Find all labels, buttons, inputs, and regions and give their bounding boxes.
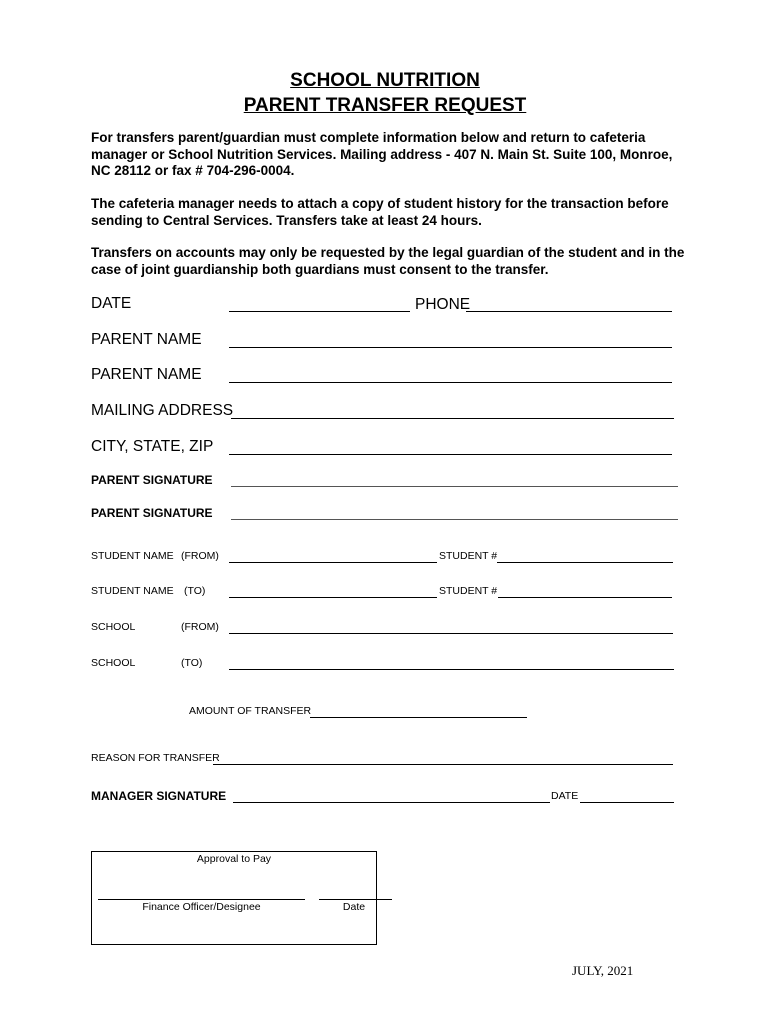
mailing-address-label: MAILING ADDRESS bbox=[91, 402, 234, 419]
manager-signature-line[interactable] bbox=[233, 802, 550, 803]
school-to-qualifier: (TO) bbox=[181, 657, 203, 669]
school-to-label: SCHOOL bbox=[91, 657, 136, 669]
student-name-to-line[interactable] bbox=[229, 597, 437, 598]
amount-of-transfer-line[interactable] bbox=[310, 717, 527, 718]
school-from-line[interactable] bbox=[229, 633, 673, 634]
student-name-from-label: STUDENT NAME bbox=[91, 550, 174, 562]
parent-name-line-2[interactable] bbox=[229, 382, 672, 383]
approval-date-line[interactable] bbox=[319, 899, 392, 900]
reason-for-transfer-label: REASON FOR TRANSFER bbox=[91, 752, 220, 764]
student-number-from-line[interactable] bbox=[497, 562, 673, 563]
student-number-to-line[interactable] bbox=[498, 597, 672, 598]
city-state-zip-line[interactable] bbox=[229, 454, 672, 455]
revision-date: JULY, 2021 bbox=[572, 963, 634, 978]
phone-line[interactable] bbox=[466, 311, 672, 312]
student-to-qualifier: (TO) bbox=[184, 585, 206, 597]
instructions-paragraph-1: For transfers parent/guardian must complete information below and return to cafeteria manager or School Nutrition Services. Mailing address - 407 N. Main St. Suite 100, Monroe, NC 28112 or fax # 704-296-0004. bbox=[91, 130, 673, 178]
school-from-label: SCHOOL bbox=[91, 621, 136, 633]
instructions-paragraph-3: Transfers on accounts may only be requested by the legal guardian of the student and in the case of joint guardianship both guardians must consent to the transfer. bbox=[91, 245, 685, 277]
mailing-address-line[interactable] bbox=[231, 418, 674, 419]
parent-signature-label-1: PARENT SIGNATURE bbox=[91, 473, 213, 487]
parent-name-label-2: PARENT NAME bbox=[91, 366, 202, 383]
reason-for-transfer-line[interactable] bbox=[213, 764, 673, 765]
form-title-line1: SCHOOL NUTRITION bbox=[290, 70, 480, 91]
parent-name-label-1: PARENT NAME bbox=[91, 331, 202, 348]
manager-date-line[interactable] bbox=[580, 802, 674, 803]
parent-signature-label-2: PARENT SIGNATURE bbox=[91, 506, 213, 520]
parent-signature-line-2[interactable] bbox=[231, 519, 678, 520]
approval-to-pay-box bbox=[91, 851, 377, 945]
finance-officer-label: Finance Officer/Designee bbox=[142, 901, 261, 913]
form-title-line2: PARENT TRANSFER REQUEST bbox=[243, 95, 527, 116]
manager-date-label: DATE bbox=[551, 790, 579, 802]
instructions-paragraph-2: The cafeteria manager needs to attach a copy of student history for the transaction before sending to Central Services. Transfers take at least 24 hours. bbox=[91, 196, 669, 228]
manager-signature-label: MANAGER SIGNATURE bbox=[91, 789, 227, 803]
student-name-from-line[interactable] bbox=[229, 562, 437, 563]
student-name-to-label: STUDENT NAME bbox=[91, 585, 174, 597]
parent-name-line-1[interactable] bbox=[229, 347, 672, 348]
student-from-qualifier: (FROM) bbox=[181, 550, 219, 562]
student-number-to-label: STUDENT # bbox=[439, 585, 498, 597]
parent-signature-line-1[interactable] bbox=[231, 486, 678, 487]
school-to-line[interactable] bbox=[229, 669, 674, 670]
approval-date-label: Date bbox=[342, 901, 366, 913]
date-line[interactable] bbox=[229, 311, 410, 312]
school-from-qualifier: (FROM) bbox=[181, 621, 219, 633]
approval-to-pay-title: Approval to Pay bbox=[196, 853, 272, 865]
date-label: DATE bbox=[91, 295, 132, 312]
city-state-zip-label: CITY, STATE, ZIP bbox=[91, 438, 214, 455]
phone-label: PHONE bbox=[415, 296, 471, 313]
amount-of-transfer-label: AMOUNT OF TRANSFER bbox=[189, 705, 312, 717]
finance-officer-line[interactable] bbox=[98, 899, 305, 900]
student-number-from-label: STUDENT # bbox=[439, 550, 498, 562]
